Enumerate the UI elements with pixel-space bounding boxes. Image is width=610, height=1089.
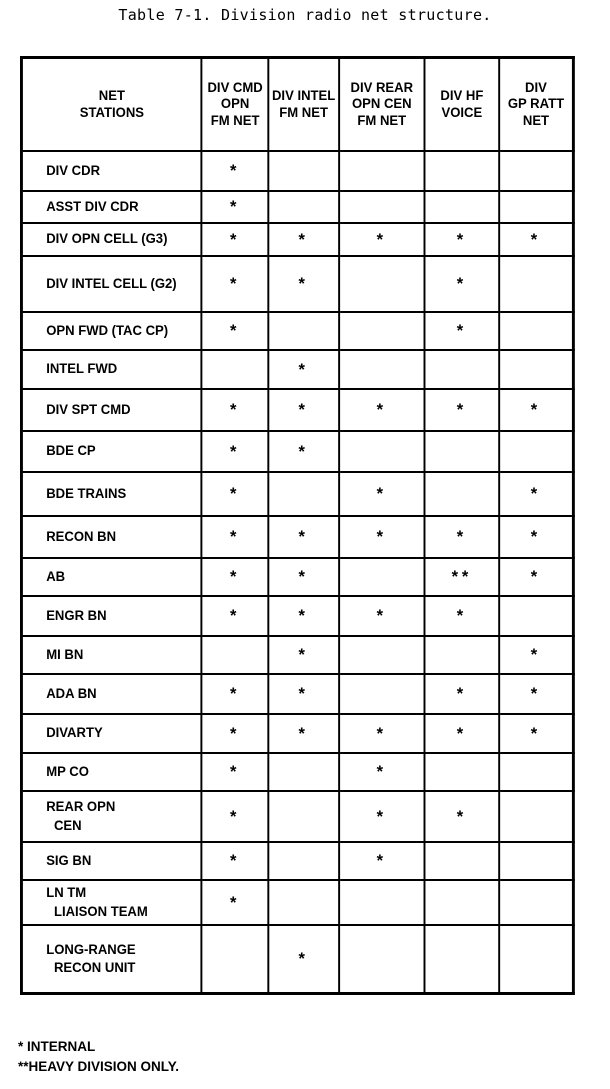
net-membership-cell: * <box>202 596 269 636</box>
station-name: ADA BN <box>21 674 201 714</box>
net-membership-cell <box>339 925 425 993</box>
table-row <box>21 791 573 842</box>
net-membership-cell <box>425 431 499 472</box>
header-div-gp-ratt-net: DIV GP RATT NET <box>499 58 573 152</box>
net-membership-cell <box>499 596 573 636</box>
net-membership-cell <box>268 880 338 925</box>
net-membership-cell: * <box>268 256 338 312</box>
table-row <box>21 596 573 636</box>
station-name: MI BN <box>21 636 201 674</box>
net-membership-cell: * <box>202 842 269 880</box>
station-name: SIG BN <box>21 842 201 880</box>
net-membership-cell: * <box>202 151 269 191</box>
net-membership-cell: * <box>202 791 269 842</box>
header-net-stations: NET STATIONS <box>21 58 201 152</box>
net-membership-cell: * <box>202 191 269 223</box>
net-membership-cell <box>425 191 499 223</box>
net-membership-cell <box>339 151 425 191</box>
net-membership-cell <box>499 791 573 842</box>
net-membership-cell: * <box>268 674 338 714</box>
net-membership-cell: * <box>202 674 269 714</box>
legend-heavy-division: **HEAVY DIVISION ONLY. <box>18 1059 180 1074</box>
net-membership-cell: * <box>339 791 425 842</box>
table-row <box>21 636 573 674</box>
net-membership-cell: * <box>202 714 269 753</box>
net-membership-cell: * <box>425 714 499 753</box>
net-membership-cell: * <box>268 714 338 753</box>
table-row <box>21 350 573 389</box>
station-name: DIVARTY <box>21 714 201 753</box>
legend-internal: * INTERNAL <box>18 1039 96 1054</box>
net-membership-cell: * <box>425 516 499 558</box>
net-membership-cell: * <box>268 925 338 993</box>
net-membership-cell <box>339 431 425 472</box>
net-membership-cell <box>499 151 573 191</box>
net-membership-cell <box>425 151 499 191</box>
net-membership-cell: * <box>202 389 269 431</box>
net-membership-cell <box>499 753 573 791</box>
radio-net-table <box>20 56 575 995</box>
net-membership-cell: ** <box>425 558 499 596</box>
net-membership-cell: * <box>202 431 269 472</box>
net-membership-cell: * <box>202 880 269 925</box>
net-membership-cell <box>499 925 573 993</box>
table-row <box>21 472 573 516</box>
table-row <box>21 842 573 880</box>
net-membership-cell: * <box>499 636 573 674</box>
net-membership-cell: * <box>202 516 269 558</box>
net-membership-cell: * <box>202 256 269 312</box>
net-membership-cell <box>339 191 425 223</box>
station-name: REAR OPN CEN <box>21 791 201 842</box>
net-membership-cell: * <box>499 714 573 753</box>
net-membership-cell <box>499 312 573 350</box>
station-name: RECON BN <box>21 516 201 558</box>
net-membership-cell <box>425 350 499 389</box>
net-membership-cell: * <box>339 389 425 431</box>
net-membership-cell: * <box>202 472 269 516</box>
table-row <box>21 223 573 256</box>
station-name: ENGR BN <box>21 596 201 636</box>
net-membership-cell <box>425 880 499 925</box>
station-name: INTEL FWD <box>21 350 201 389</box>
net-membership-cell: * <box>499 472 573 516</box>
table-row <box>21 674 573 714</box>
net-membership-cell: * <box>202 312 269 350</box>
table-row <box>21 753 573 791</box>
net-membership-cell: * <box>499 389 573 431</box>
net-membership-cell: * <box>425 312 499 350</box>
net-membership-cell: * <box>268 636 338 674</box>
net-membership-cell <box>268 151 338 191</box>
net-membership-cell: * <box>268 516 338 558</box>
net-membership-cell: * <box>339 842 425 880</box>
header-div-intel-fm-net: DIV INTEL FM NET <box>268 58 338 152</box>
net-membership-cell <box>268 791 338 842</box>
station-name: DIV OPN CELL (G3) <box>21 223 201 256</box>
station-name: LONG-RANGE RECON UNIT <box>21 925 201 993</box>
table-row <box>21 558 573 596</box>
net-membership-cell: * <box>499 558 573 596</box>
net-membership-cell <box>339 674 425 714</box>
net-membership-cell: * <box>268 223 338 256</box>
net-membership-cell: * <box>268 431 338 472</box>
station-name: DIV SPT CMD <box>21 389 201 431</box>
table-row <box>21 191 573 223</box>
net-membership-cell <box>499 431 573 472</box>
net-membership-cell: * <box>202 223 269 256</box>
net-membership-cell <box>425 636 499 674</box>
station-name: BDE TRAINS <box>21 472 201 516</box>
net-membership-cell <box>425 753 499 791</box>
station-name: LN TM LIAISON TEAM <box>21 880 201 925</box>
net-membership-cell: * <box>268 350 338 389</box>
header-div-hf-voice: DIV HF VOICE <box>425 58 499 152</box>
net-membership-cell <box>339 636 425 674</box>
net-membership-cell: * <box>425 256 499 312</box>
net-membership-cell: * <box>425 223 499 256</box>
table-row <box>21 431 573 472</box>
net-membership-cell: * <box>499 223 573 256</box>
table-row <box>21 256 573 312</box>
table-row <box>21 516 573 558</box>
net-membership-cell <box>339 312 425 350</box>
station-name: BDE CP <box>21 431 201 472</box>
header-row <box>21 58 573 152</box>
net-membership-cell <box>268 842 338 880</box>
table-caption: Table 7-1. Division radio net structure. <box>118 6 492 24</box>
table-row <box>21 312 573 350</box>
table-row <box>21 151 573 191</box>
net-membership-cell: * <box>499 516 573 558</box>
net-membership-cell <box>499 256 573 312</box>
net-membership-cell <box>339 350 425 389</box>
net-membership-cell <box>499 842 573 880</box>
net-membership-cell: * <box>499 674 573 714</box>
net-membership-cell: * <box>268 596 338 636</box>
table-row <box>21 925 573 993</box>
table-row <box>21 389 573 431</box>
net-membership-cell: * <box>202 753 269 791</box>
net-membership-cell <box>202 350 269 389</box>
net-membership-cell: * <box>339 516 425 558</box>
net-membership-cell: * <box>425 674 499 714</box>
net-membership-cell <box>339 558 425 596</box>
net-membership-cell <box>499 880 573 925</box>
net-membership-cell <box>425 925 499 993</box>
station-name: OPN FWD (TAC CP) <box>21 312 201 350</box>
net-membership-cell <box>202 925 269 993</box>
station-name: DIV CDR <box>21 151 201 191</box>
net-membership-cell <box>268 753 338 791</box>
net-membership-cell <box>339 880 425 925</box>
net-membership-cell: * <box>339 472 425 516</box>
net-membership-cell: * <box>339 753 425 791</box>
table-row <box>21 714 573 753</box>
header-div-rear-opn-cen-fm-net: DIV REAR OPN CEN FM NET <box>339 58 425 152</box>
net-membership-cell: * <box>425 596 499 636</box>
net-membership-cell: * <box>268 389 338 431</box>
header-div-cmd-opn-fm-net: DIV CMD OPN FM NET <box>202 58 269 152</box>
net-membership-cell <box>268 191 338 223</box>
net-membership-cell <box>202 636 269 674</box>
net-membership-cell <box>268 472 338 516</box>
net-membership-cell: * <box>425 791 499 842</box>
net-membership-cell <box>268 312 338 350</box>
net-membership-cell <box>425 472 499 516</box>
net-membership-cell: * <box>339 714 425 753</box>
net-membership-cell <box>499 350 573 389</box>
net-membership-cell <box>499 191 573 223</box>
station-name: AB <box>21 558 201 596</box>
station-name: ASST DIV CDR <box>21 191 201 223</box>
net-membership-cell: * <box>339 223 425 256</box>
station-name: MP CO <box>21 753 201 791</box>
net-membership-cell: * <box>202 558 269 596</box>
table-row <box>21 880 573 925</box>
net-membership-cell: * <box>339 596 425 636</box>
net-membership-cell <box>425 842 499 880</box>
station-name: DIV INTEL CELL (G2) <box>21 256 201 312</box>
net-membership-cell: * <box>425 389 499 431</box>
net-membership-cell: * <box>268 558 338 596</box>
net-membership-cell <box>339 256 425 312</box>
